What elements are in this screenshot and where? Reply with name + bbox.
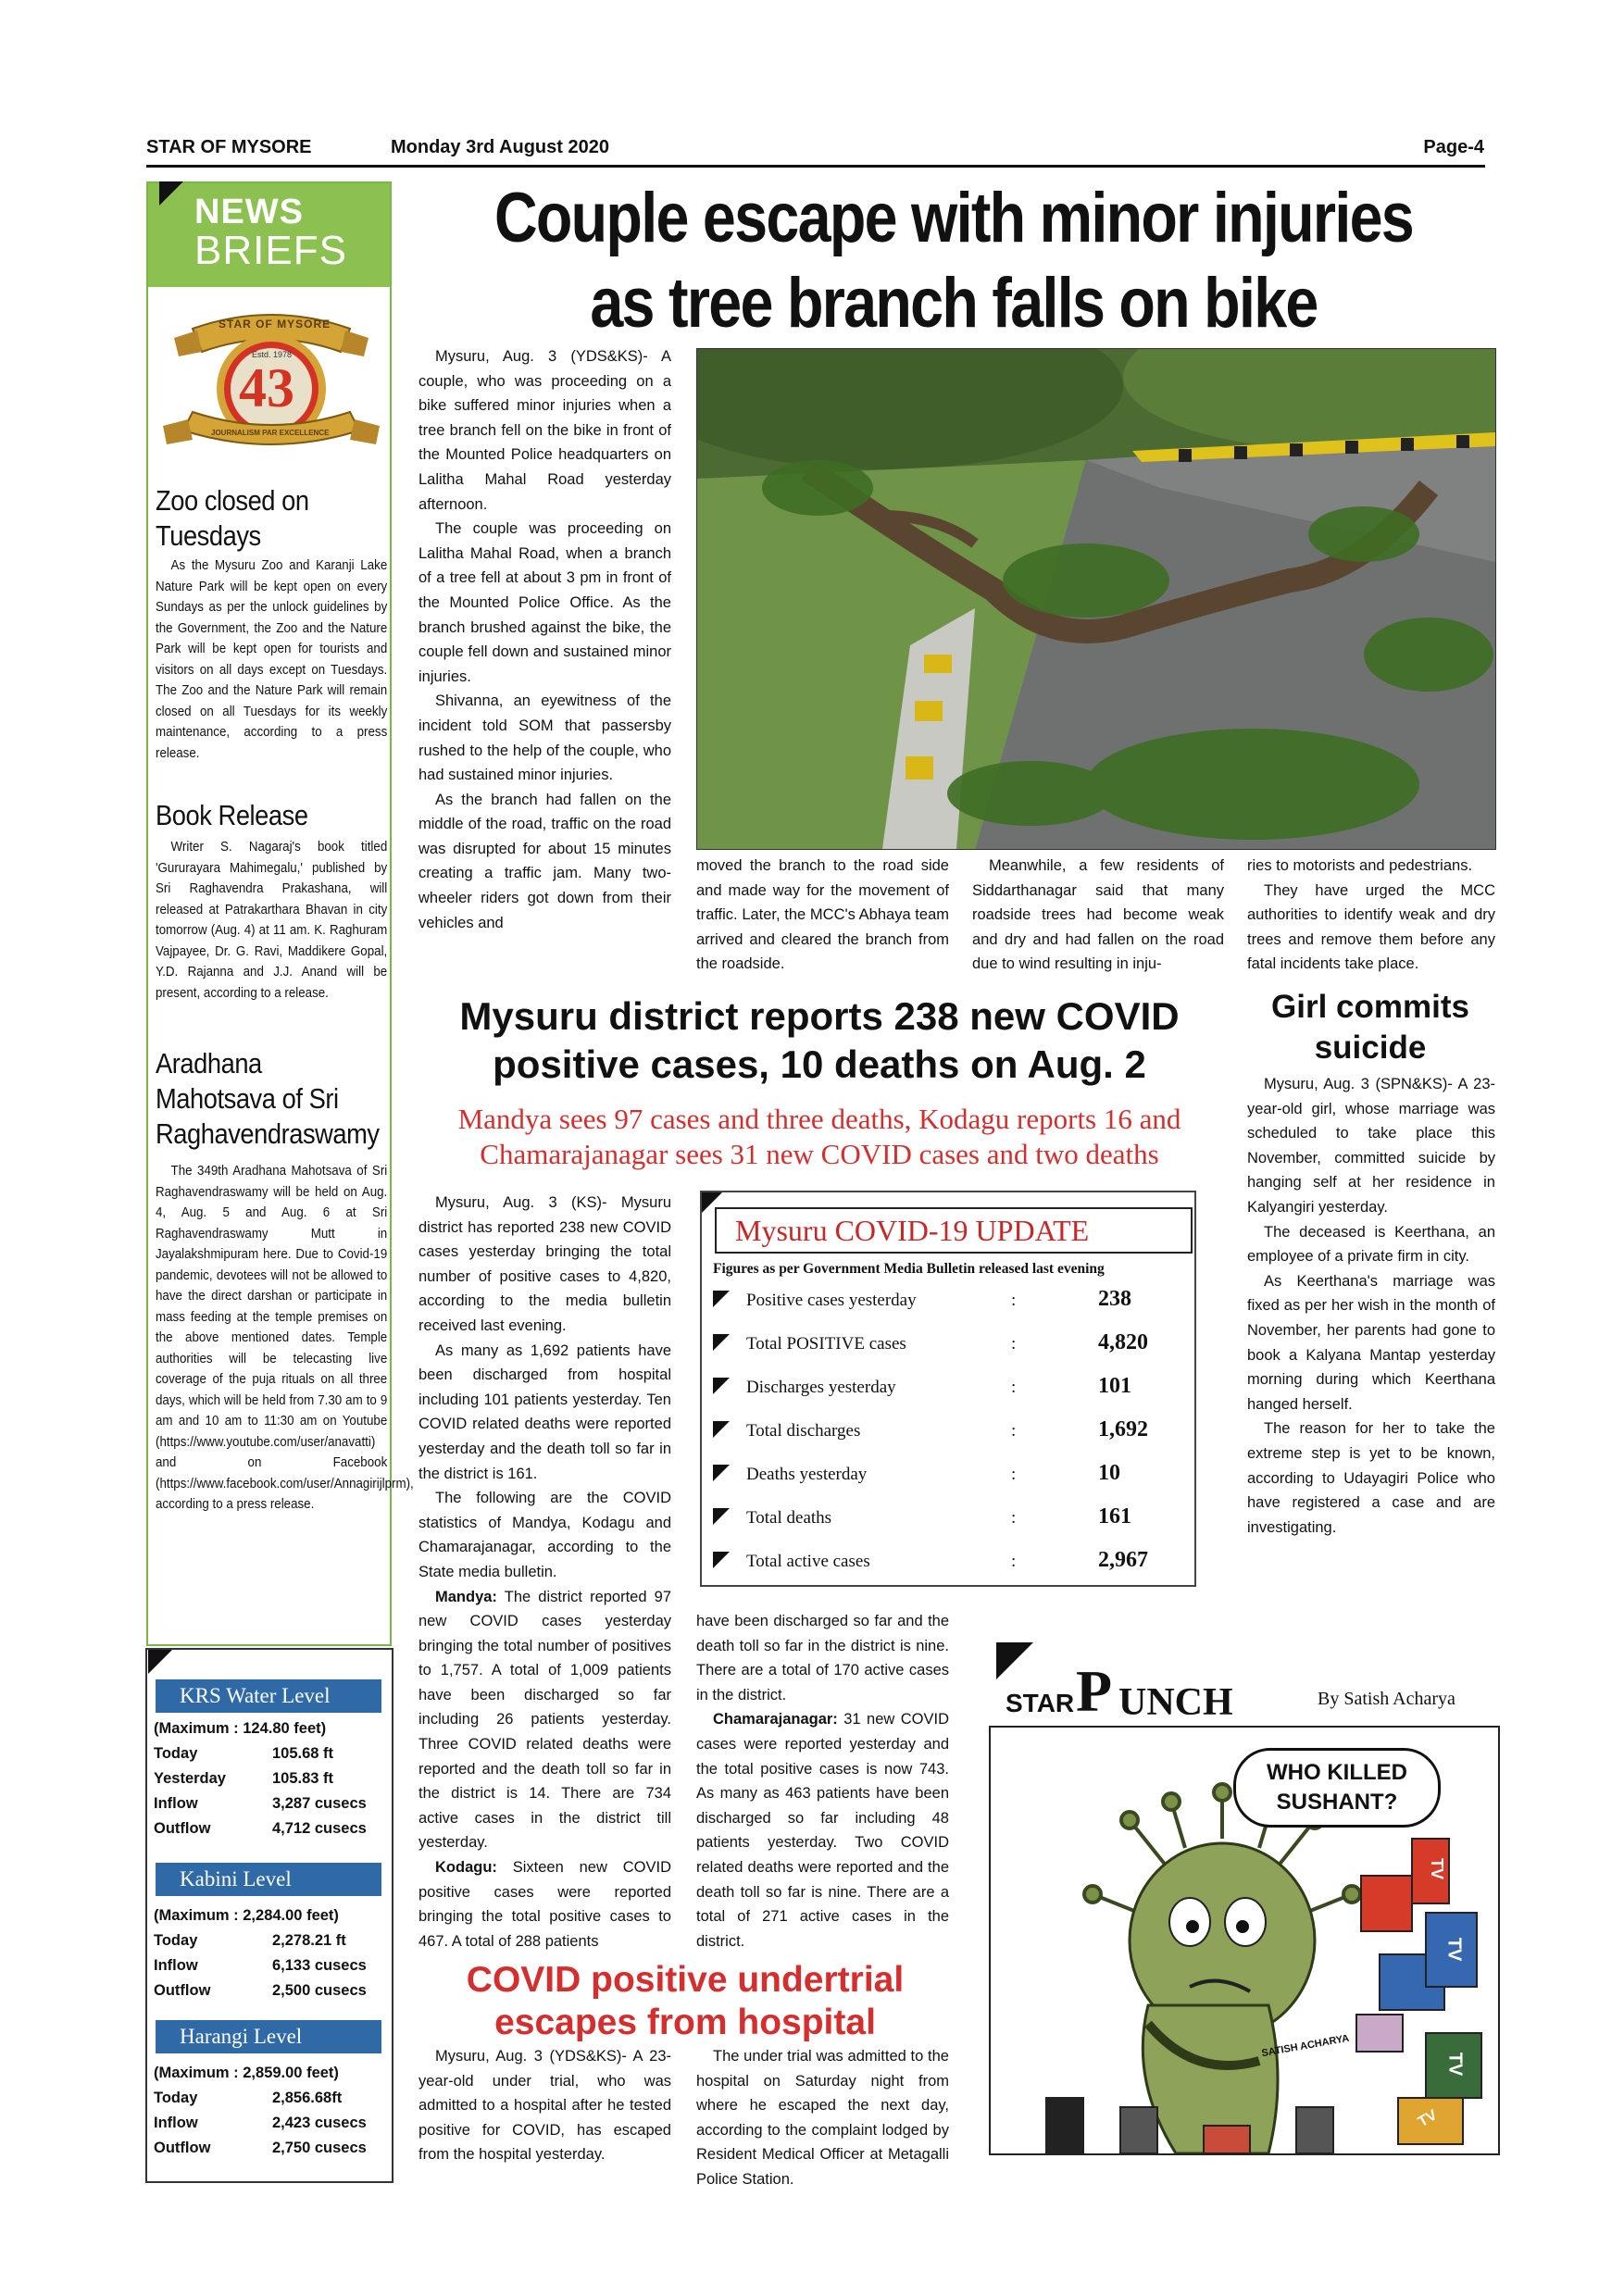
covid-article-col2: have been discharged so far and the death toll so far in the district is nine. There are a total of 170 active cases in the district. Chamarajanagar: 31 new COVID cases were reported yesterday and the total positive cases is now 743. As many as 463 patients have been discharged so far including 48 patients yesterday. Two COVID related deaths were reported and the death toll so far is nine. There are a total of 271 active cases in the district. (696, 1613, 949, 1950)
star-of-mysore-43-logo (156, 301, 387, 463)
punch-star-label: STAR (1006, 1689, 1075, 1717)
covid-box-note: Figures as per Government Media Bulletin released last evening (713, 1261, 1105, 1277)
punch-byline: By Satish Acharya (1318, 1689, 1455, 1709)
corner-triangle-icon (148, 1650, 172, 1674)
krs-max: (Maximum : 124.80 feet) (154, 1720, 327, 1737)
cartoonist-signature: SATISH ACHARYA (1260, 2032, 1351, 2060)
briefs-label: BRIEFS (194, 228, 347, 273)
logo-top-text: STAR OF MYSORE (219, 318, 331, 331)
paper-name: STAR OF MYSORE (146, 137, 312, 157)
covid-box-rows (713, 1287, 1185, 1595)
bullet-triangle-icon (713, 1291, 730, 1307)
krs-rows: Today 105.68 ft Yesterday 105.83 ft Inflow 3,287 cusecs Outflow 4,712 cusecs (154, 1745, 367, 1837)
covid-article-col1: Mysuru, Aug. 3 (KS)- Mysuru district has reported 238 new COVID cases yesterday bringing the total number of positive cases to 4,820, according to the media bulletin received last evening. As many as 1,692 patients have been discharged from hospital including 101 patients yesterday. Ten COVID related deaths were reported yesterday and the death toll so far in the district is 161. The following are the COVID statistics of Mandya, Kodagu and Chamarajanagar, according to the State media bulletin. Mandya: The district reported 97 new COVID cases yesterday bringing the total number of positives to 1,757. A total of 1,009 patients have been discharged so far including 26 patients yesterday. Three COVID related deaths were reported and the death toll so far in the district is 14. There are 734 active cases in the district till yesterday. Kodagu: Sixteen new COVID positive cases were reported bringing the total positive cases to 467. A total of 288 patients (418, 1194, 671, 1950)
harangi-max: (Maximum : 2,859.00 feet) (154, 2065, 339, 2081)
corner-triangle-icon (996, 1642, 1033, 1679)
logo-estd-text: Estd. 1978 (252, 350, 293, 359)
mic-label: TV (1428, 1857, 1447, 1880)
bullet-triangle-icon (713, 1334, 730, 1351)
tree-article-col2: moved the branch to the road side and made way for the movement of traffic. Later, the MCC's Abhaya team arrived and cleared the branch from the roadside. (696, 857, 949, 973)
page-header (146, 137, 1484, 163)
bullet-triangle-icon (713, 1552, 730, 1568)
zoo-headline: Zoo closed on Tuesdays (156, 484, 309, 552)
mic-label: TV (1444, 2052, 1466, 2077)
main-headline: Couple escape with minor injuries as tree branch falls on bike (493, 179, 1414, 343)
covid-headline: Mysuru district reports 238 new COVID positive cases, 10 deaths on Aug. 2 (459, 994, 1180, 1086)
covid-row: Discharges yesterday : 101 (713, 1378, 1185, 1421)
book-release-body: Writer S. Nagaraj's book titled 'Gururayara Mahimegalu,' published by Sri Raghavendra Prakashana, will released at Patrakarthara Bhavan in city tomorrow (Aug. 4) at 11 am. K. Raghuram Vajpayee, Dr. G. Ravi, Maddikere Gopal, Y.D. Rajanna and J.J. Anand will be present, according to a release. (156, 840, 388, 1001)
girl-article: Mysuru, Aug. 3 (SPN&KS)- A 23-year-old girl, whose marriage was scheduled to take place this November, committed suicide by hanging self at her residence in Kalyangiri yesterday. The deceased is Keerthana, an employee of a private firm in city. As Keerthana's marriage was fixed as per her wish in the month of November, her parents had gone to book a Kalyana Mantap yesterday morning during which Keerthana hanged herself. The reason for her to take the extreme step is yet to be known, according to Udayagiri Police who have registered a case and are investigating. (1247, 1076, 1495, 1536)
girl-headline: Girl commits suicide (1271, 989, 1469, 1066)
krs-title: KRS Water Level (156, 1679, 381, 1713)
zoo-body: As the Mysuru Zoo and Karanji Lake Nature Park will be kept open on every Sundays as per the unlock guidelines by the Government, the Zoo and the Nature Park will be kept open for tourists and visitors on all days except on Tuesdays. The Zoo and the Nature Park will remain closed on all Tuesdays for its weekly maintenance, according to a press release. (156, 558, 388, 761)
punch-unch-label: UNCH (1118, 1681, 1233, 1724)
covid-row: Total POSITIVE cases : 4,820 (713, 1334, 1185, 1378)
aradhana-body: The 349th Aradhana Mahotsava of Sri Raghavendraswamy will be held on Aug. 4, Aug. 5 and Aug. 6 at Sri Raghavendraswamy Mutt in Jayalakshmipuram here. Due to Covid-19 pandemic, devotees will not be allowed to have the direct darshan or participate in mass feeding at the temple premises on the above mentioned dates. Temple authorities will be telecasting live coverage of the puja rituals on all three days, which will be held from 7.30 am to 9 am and 10 am to 11:30 am on Youtube (https://www.youtube.com/user/anavatti) and on Facebook (https://www.facebook.com/user/Annagirijlprm), according to a press release. (156, 1164, 414, 1512)
covid-row: Total active cases : 2,967 (713, 1552, 1185, 1595)
bullet-triangle-icon (713, 1421, 730, 1438)
mic-label: TV (1415, 2107, 1441, 2131)
punch-p-label: P (1076, 1658, 1113, 1724)
corner-triangle-icon (159, 181, 183, 206)
undertrial-col2: The under trial was admitted to the hospital on Saturday night from where he escaped the next day, according to the complaint lodged by Resident Medical Officer at Metagalli Police Station. (696, 2048, 949, 2188)
covid-row: Deaths yesterday : 10 (713, 1465, 1185, 1508)
bullet-triangle-icon (713, 1508, 730, 1525)
covid-box-title: Mysuru COVID-19 UPDATE (715, 1207, 1193, 1254)
harangi-rows: Today 2,856.68ft Inflow 2,423 cusecs Outflow 2,750 cusecs (154, 2090, 367, 2156)
bullet-triangle-icon (713, 1465, 730, 1481)
covid-row: Positive cases yesterday : 238 (713, 1291, 1185, 1334)
bullet-triangle-icon (713, 1378, 730, 1394)
covid-row: Total discharges : 1,692 (713, 1421, 1185, 1465)
header-rule (146, 165, 1485, 168)
speech-bubble: WHO KILLED SUSHANT? (1233, 1748, 1441, 1828)
covid-row: Total deaths : 161 (713, 1508, 1185, 1552)
undertrial-headline: COVID positive undertrial escapes from hospital (466, 1960, 905, 2042)
logo-bottom-text: JOURNALISM PAR EXCELLENCE (211, 429, 330, 437)
star-punch-cartoon (972, 1628, 1500, 2155)
harangi-title: Harangi Level (156, 2020, 381, 2053)
news-label: NEWS (194, 193, 304, 231)
kabini-title: Kabini Level (156, 1863, 381, 1896)
tree-article-col1: Mysuru, Aug. 3 (YDS&KS)- A couple, who was proceeding on a bike suffered minor injuries when a tree branch fell on the bike in front of the Mounted Police headquarters on Lalitha Mahal Road yesterday afternoon. The couple was proceeding on Lalitha Mahal Road, when a branch of a tree fell at about 3 pm in front of the Mounted Police Office. As the branch brushed against the bike, the couple fell down and sustained minor injuries. Shivanna, an eyewitness of the incident told SOM that passersby rushed to the help of the couple, who had sustained minor injuries. As the branch had fallen on the middle of the road, traffic on the road was disrupted for about 15 minutes creating a traffic jam. Many two-wheeler riders got down from their vehicles and (418, 348, 671, 931)
cartoon-frame (989, 1726, 1500, 2155)
kabini-max: (Maximum : 2,284.00 feet) (154, 1907, 339, 1924)
covid-subheadline: Mandya sees 97 cases and three deaths, Kodagu reports 16 and Chamarajanagar sees 31 new COVID cases and two deaths (457, 1103, 1181, 1170)
page-number: Page-4 (1423, 137, 1484, 157)
tree-article-col3: Meanwhile, a few residents of Siddarthanagar said that many roadside trees had become weak and dry and had fallen on the road due to wind resulting in inju- (972, 857, 1224, 973)
fallen-tree-photo (696, 348, 1496, 850)
issue-date: Monday 3rd August 2020 (391, 137, 609, 157)
tree-article-col4: ries to motorists and pedestrians. They have urged the MCC authorities to identify weak and dry trees and remove them before any fatal incidents take place. (1247, 857, 1495, 973)
aradhana-headline: Aradhana Mahotsava of Sri Raghavendraswamy (156, 1047, 380, 1150)
mic-label: TV (1443, 1937, 1465, 1962)
logo-number: 43 (239, 357, 294, 418)
book-release-headline: Book Release (156, 799, 308, 831)
undertrial-col1: Mysuru, Aug. 3 (YDS&KS)- A 23-year-old under trial, who was admitted to a hospital after he tested positive for COVID, has escaped from the hospital yesterday. (418, 2048, 671, 2164)
kabini-rows: Today 2,278.21 ft Inflow 6,133 cusecs Outflow 2,500 cusecs (154, 1932, 367, 1999)
